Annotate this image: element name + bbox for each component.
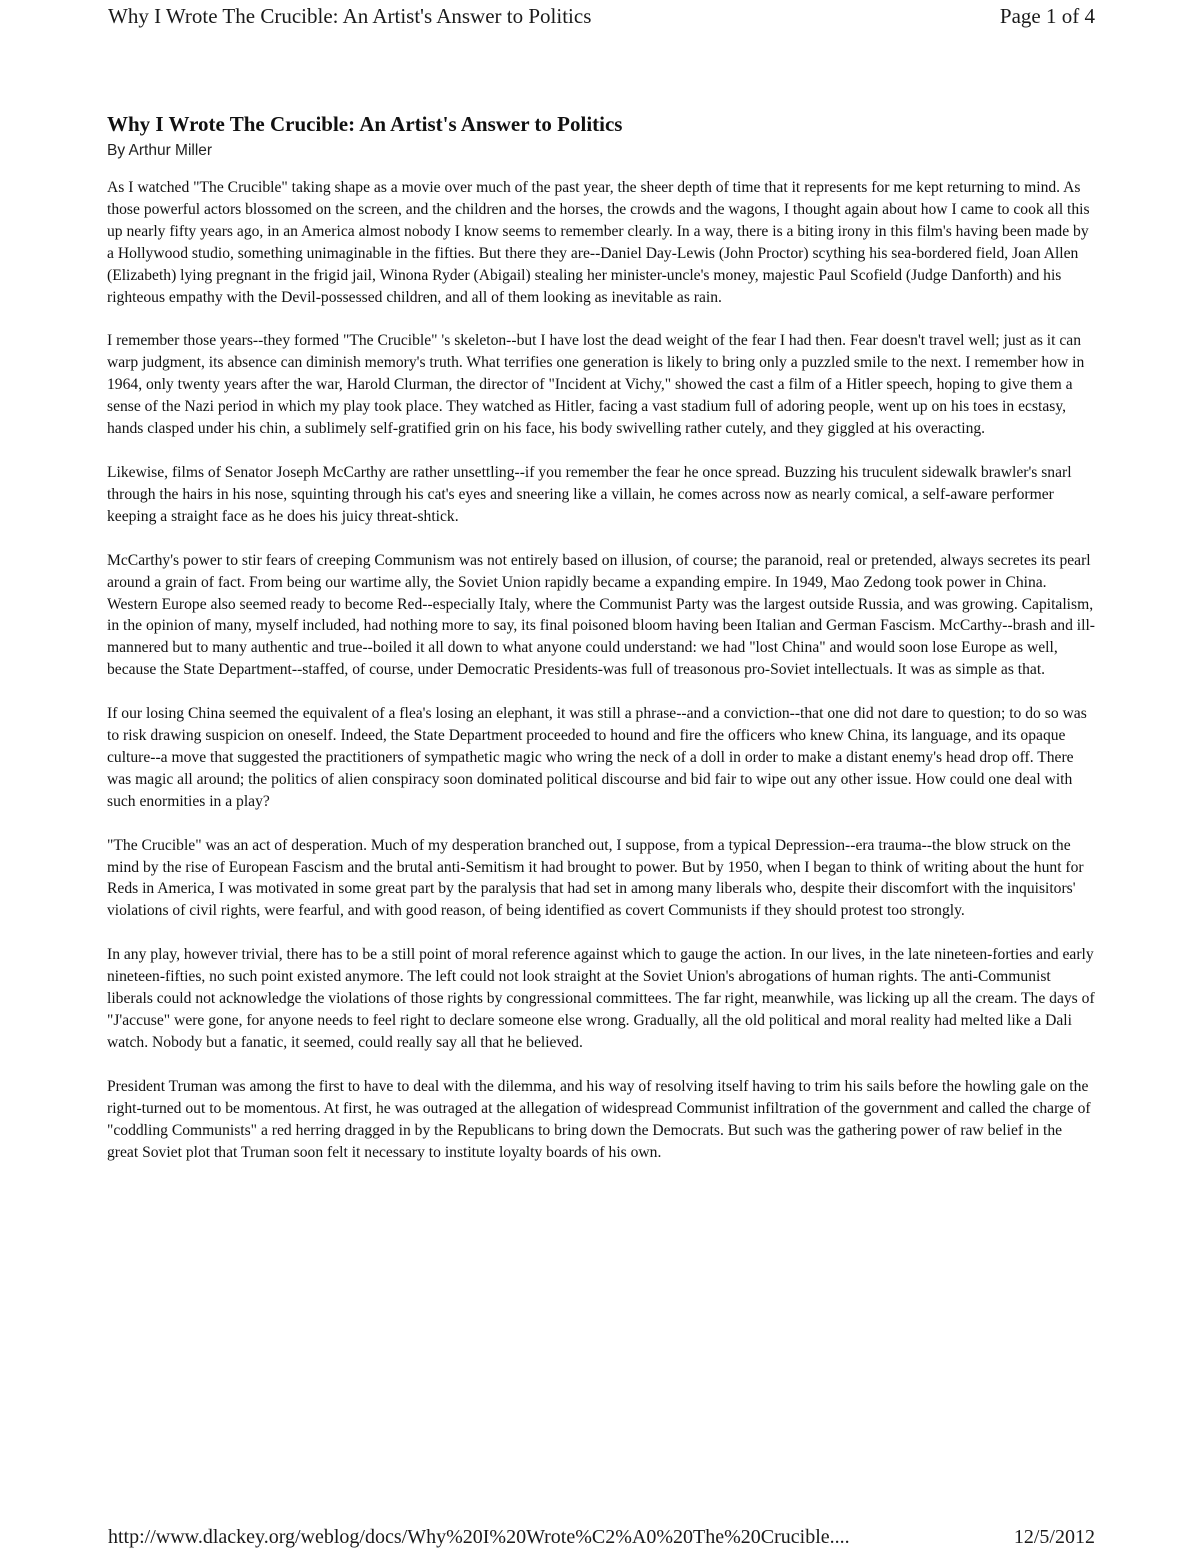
paragraph: "The Crucible" was an act of desperation. Much of my desperation branched out, I suppose, from a typical Depression--era trauma--the blow struck on the mind by the rise of European Fascism and the brutal anti-Semitism it had brought to power. But by 1950, when I began to think of writing about the hunt for Reds in America, I was motivated in some great part by the paralysis that had set in among many liberals who, despite their discomfort with the inquisitors' violations of civil rights, were fearful, and with good reason, of being identified as covert Communists if they should protest too strongly. [107,836,1084,920]
byline: By Arthur Miller [107,142,213,159]
footer-date: 12/5/2012 [1013,1526,1095,1548]
footer-url: http://www.dlackey.org/weblog/docs/Why%20I%20Wrote%C2%A0%20The%20Crucible.... [108,1526,850,1548]
article-body [107,112,1095,1185]
paragraph: Likewise, films of Senator Joseph McCarthy are rather unsettling--if you remember the fear he once spread. Buzzing his truculent sidewalk brawler's snarl through the hairs in his nose, squinting through his cat's eyes and sneering like a villain, he comes across now as nearly comical, a self-aware performer keeping a straight face as he does his juicy threat-shtick. [107,463,1072,525]
paragraph: As I watched "The Crucible" taking shape as a movie over much of the past year, the sheer depth of time that it represents for me kept returning to mind. As those powerful actors blossomed on the screen, and the children and the horses, the crowds and the wagons, I thought again about how I came to cook all this up nearly fifty years ago, in an America almost nobody I know seems to remember clearly. In a way, there is a biting irony in this film's having been made by a Hollywood studio, something unimaginable in the fifties. But there they are--Daniel Day-Lewis (John Proctor) scything his sea-bordered field, Joan Allen (Elizabeth) lying pregnant in the frigid jail, Winona Ryder (Abigail) stealing her minister-uncle's money, majestic Paul Scofield (Judge Danforth) and his righteous empathy with the Devil-possessed children, and all of them looking as inevitable as rain. [107,179,1090,306]
paragraph: In any play, however trivial, there has to be a still point of moral reference against which to gauge the action. In our lives, in the late nineteen-forties and early nineteen-fifties, no such point existed anymore. The left could not look straight at the Soviet Union's abrogations of human rights. The anti-Communist liberals could not acknowledge the violations of those rights by congressional committees. The far right, meanwhile, was licking up all the cream. The days of "J'accuse" were gone, for anyone needs to feel right to declare someone else wrong. Gradually, all the old political and moral reality had melted like a Dali watch. Nobody but a fanatic, it seemed, could really say all that he believed. [107,946,1095,1051]
paragraph: President Truman was among the first to have to deal with the dilemma, and his way of resolving itself having to trim his sails before the howling gale on the right-turned out to be momentous. At first, he was outraged at the allegation of widespread Communist infiltration of the government and called the charge of "coddling Communists" a red herring dragged in by the Republicans to bring down the Democrats. But such was the gathering power of raw belief in the great Soviet plot that Truman soon felt it necessary to institute loyalty boards of his own. [107,1077,1091,1161]
paragraph: I remember those years--they formed "The Crucible" 's skeleton--but I have lost the dead weight of the fear I had then. Fear doesn't travel well; just as it can warp judgment, its absence can diminish memory's truth. What terrifies one generation is likely to bring only a puzzled smile to the next. I remember how in 1964, only twenty years after the war, Harold Clurman, the director of "Incident at Vichy," showed the cast a film of a Hitler speech, hoping to give them a sense of the Nazi period in which my play took place. They watched as Hitler, facing a vast stadium full of adoring people, went up on his toes in ecstasy, hands clasped under his chin, a sublimely self-gratified grin on his face, his body swivelling rather cutely, and they giggled at his overacting. [107,332,1085,438]
paragraph: McCarthy's power to stir fears of creeping Communism was not entirely based on illusion, of course; the paranoid, real or pretended, always secretes its pearl around a grain of fact. From being our wartime ally, the Soviet Union rapidly became a expanding empire. In 1949, Mao Zedong took power in China. Western Europe also seemed ready to become Red--especially Italy, where the Communist Party was the largest outside Russia, and was growing. Capitalism, in the opinion of many, myself included, had nothing more to say, its final poisoned bloom having been Italian and German Fascism. McCarthy--brash and ill-mannered but to many authentic and true--boiled it all down to what anyone could understand: we had "lost China" and would soon lose Europe as well, because the State Department--staffed, of course, under Democratic Presidents-was full of treasonous pro-Soviet intellectuals. It was as simple as that. [107,551,1095,679]
article-title: Why I Wrote The Crucible: An Artist's Answer to Politics [107,112,623,136]
paragraph: If our losing China seemed the equivalent of a flea's losing an elephant, it was still a phrase--and a conviction--that one did not dare to question; to do so was to risk drawing suspicion on oneself. Indeed, the State Department proceeded to hound and fire the officers who knew China, its language, and its opaque culture--a move that suggested the practitioners of sympathetic magic who wring the neck of a doll in order to make a distant enemy's head drop off. There was magic all around; the politics of alien conspiracy soon dominated political discourse and bid fair to wipe out any other issue. How could one deal with such enormities in a play? [107,705,1087,810]
page-header-title: Why I Wrote The Crucible: An Artist's Answer to Politics [108,4,592,28]
page-number: Page 1 of 4 [999,4,1095,28]
